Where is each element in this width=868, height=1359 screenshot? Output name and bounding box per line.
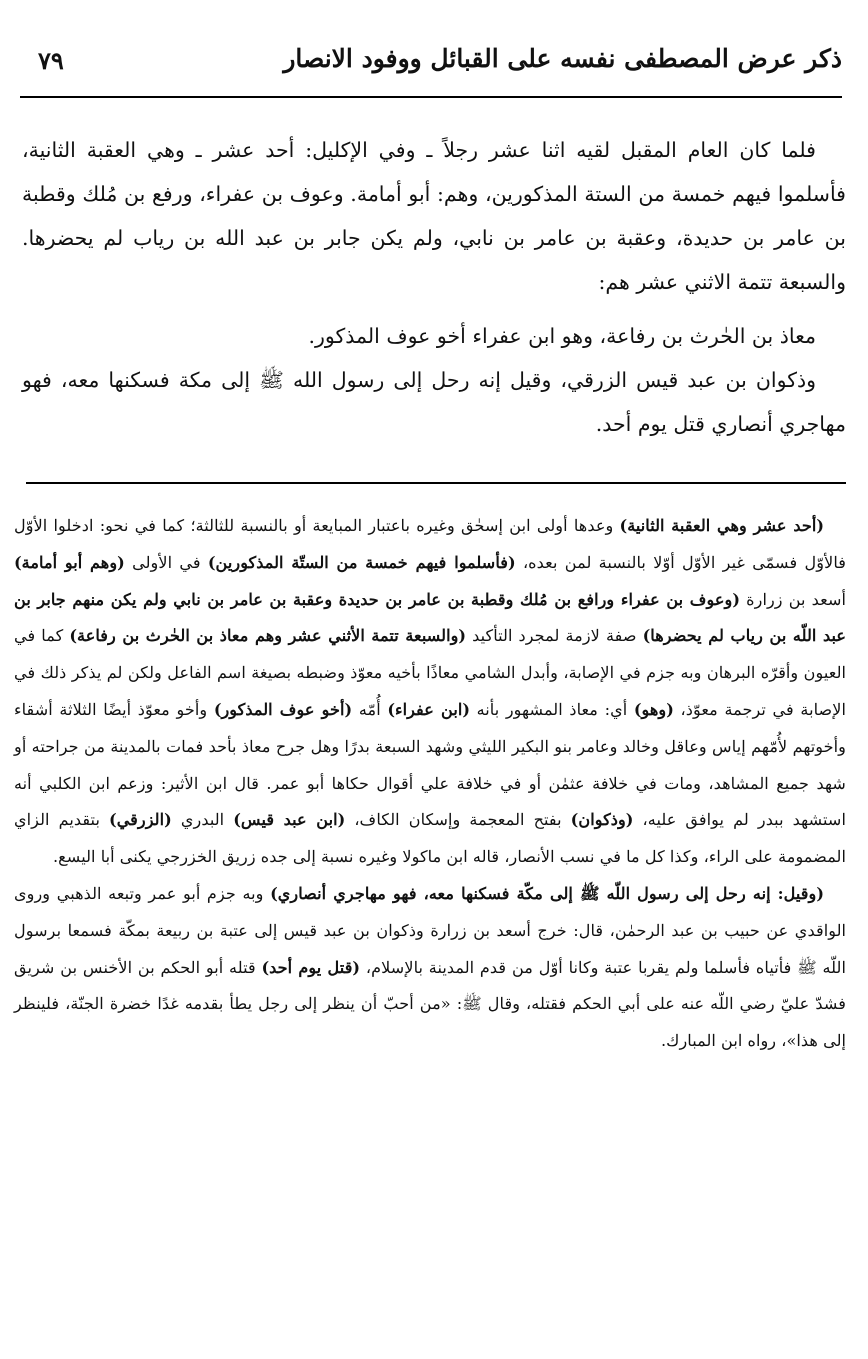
commentary-text: وبه جزم أبو عمر وتبعه الذهبي وروى الواقدي عن حبيب بن عبد الرحمٰن، قال: خرج أسعد بن زرارة وذكوان بن عبد قيس إلى عتبة بن ربيعة بمكّة فسمعا برسول اللّه ﷺ فأتياه فأسلما ولم يقربا عتبة وكانا أوّل من قدم المدينة بالإسلام، bbox=[14, 883, 847, 977]
commentary-paragraph-2 bbox=[14, 876, 846, 1060]
bold-quote: (والسبعة تتمة الأثني عشر وهم معاذ بن الحٰرث بن رفاعة) bbox=[69, 626, 467, 646]
bold-quote: (فأسلموا فيهم خمسة من الستّة المذكورين) bbox=[207, 552, 516, 572]
commentary-text: وأخو معوّذ أيضًا الثلاثة أشقاء وأخوتهم لأُمّهم إياس وعاقل وخالد وعامر بنو البكير الليثي وشهد السبعة بدرًا وهل جرح معاذ بأحد فمات بالمدينة من جراحته أو شهد جميع المشاهد، ومات في خلافة عثمٰن أو في خلافة علي أقوال حكاها أبو عمر. قال ابن الأثير: وزعم ابن الكلبي أنه استشهد ببدر لم يوافق عليه، bbox=[14, 699, 846, 830]
commentary-paragraph-1 bbox=[14, 508, 846, 876]
running-header bbox=[14, 40, 842, 84]
bold-quote: (الزرقي) bbox=[109, 810, 172, 830]
bold-quote: (وهو) bbox=[633, 699, 674, 719]
commentary-text: بتقديم الزاي المضمومة على الراء، وكذا كل ما في نسب الأنصار، قاله ابن ماكولا وغيره نسبة إلى جده زريق الخزرجي يكنى أبا اليسع. bbox=[14, 810, 846, 867]
commentary-text: صفة لازمة لمجرد التأكيد bbox=[466, 626, 643, 646]
commentary bbox=[14, 508, 846, 1060]
bold-quote: (أخو عوف المذكور) bbox=[213, 699, 353, 719]
bold-quote: (وذكوان) bbox=[570, 810, 634, 830]
bold-quote: (وهم أبو أمامة) bbox=[14, 552, 125, 572]
header-rule bbox=[20, 96, 842, 98]
main-paragraph-2: معاذ بن الحٰرث بن رفاعة، وهو ابن عفراء أخو عوف المذكور. bbox=[308, 324, 816, 348]
main-paragraph-1: فلما كان العام المقبل لقيه اثنا عشر رجلاً ـ وفي الإكليل: أحد عشر ـ وهي العقبة الثانية، فأسلموا فيهم خمسة من الستة المذكورين، وهم: أبو أمامة. وعوف بن عفراء، ورفع بن مُلك وقطبة بن عامر بن حديدة، وعقبة بن عامر بن نابي، ولم يكن جابر بن عبد الله بن رياب لم يحضرها. والسبعة تتمة الاثني عشر هم: bbox=[22, 138, 846, 294]
footnote-rule bbox=[26, 482, 846, 484]
commentary-text: كما في العيون وأقرّه البرهان وبه جزم في الإصابة، وأبدل الشامي معاذًا بأخيه معوّذ وضبطه بصيغة اسم الفاعل ولكن لم يذكر ذلك في الإصابة في ترجمة معوّذ، bbox=[14, 626, 846, 719]
bold-quote: (وقيل: إنه رحل إلى رسول اللّه ﷺ إلى مكّة فسكنها معه، فهو مهاجري أنصاري) bbox=[270, 883, 824, 903]
bold-quote: (ابن عفراء) bbox=[387, 699, 470, 719]
commentary-text: أي: معاذ المشهور بأنه bbox=[469, 699, 634, 719]
bold-quote: (ابن عبد قيس) bbox=[233, 810, 346, 830]
main-paragraph-3: وذكوان بن عبد قيس الزرقي، وقيل إنه رحل إلى رسول الله ﷺ إلى مكة فسكنها معه، فهو مهاجري أنصاري قتل يوم أحد. bbox=[22, 368, 846, 436]
main-text bbox=[22, 128, 846, 446]
commentary-text: بفتح المعجمة وإسكان الكاف، bbox=[345, 810, 571, 830]
commentary-text: أسعد بن زرارة bbox=[740, 589, 847, 609]
commentary-text: أُمّه bbox=[352, 699, 388, 719]
commentary-text: البدري bbox=[171, 810, 234, 830]
bold-quote: (قتل يوم أحد) bbox=[261, 957, 361, 977]
commentary-text: قتله أبو الحكم بن الأخنس بن شريق فشدّ عليّ رضي اللّه عنه على أبي الحكم فقتله، وقال ﷺ: «من أحبّ أن ينظر إلى رجل يطأ بقدمه غدًا خضرة الجنّة، فلينظر إلى هذا»، رواه ابن المبارك. bbox=[14, 957, 846, 1051]
running-title: ذكر عرض المصطفى نفسه على القبائل ووفود الانصار bbox=[283, 44, 842, 73]
page-number: ٧٩ bbox=[38, 46, 64, 75]
bold-quote: (وعوف بن عفراء ورافع بن مُلك وقطبة بن عامر بن حديدة وعقبة بن عامر بن نابي ولم يكن منهم جابر بن عبد اللّه بن رياب لم يحضرها) bbox=[14, 589, 846, 646]
commentary-text: وعدها أولى ابن إسحٰق وغيره باعتبار المبايعة أو بالنسبة للثالثة؛ كما في نحو: ادخلوا الأوّل فالأوّل فسمّى غير الأوّل أوّلا بالنسبة لمن بعده، bbox=[14, 516, 847, 572]
bold-quote: (أحد عشر وهي العقبة الثانية) bbox=[619, 516, 824, 535]
commentary-text: في الأولى bbox=[124, 552, 208, 572]
